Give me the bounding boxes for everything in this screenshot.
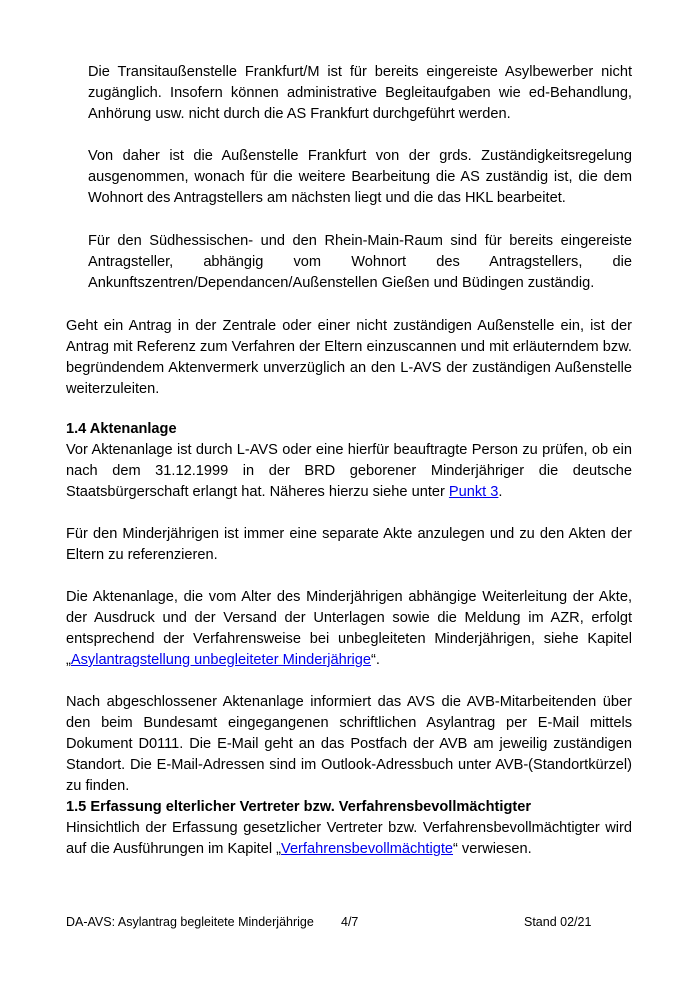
heading-1-4-aktenanlage: 1.4 Aktenanlage: [66, 421, 177, 437]
paragraph-forwarding: Geht ein Antrag in der Zentrale oder einer nicht zuständigen Außenstelle ein, ist der Antrag mit Referenz zum Verfahren der Eltern einzuscannen und mit erläuterndem bzw. begründendem Aktenvermerk unverzüglich an den L-AVS der zuständigen Außenstelle weiterzuleiten.: [66, 318, 632, 397]
paragraph-erfassung-vertreter: [66, 818, 632, 860]
text-run: “ verwiesen.: [453, 841, 532, 857]
link-asylantragstellung-unbegleiteter[interactable]: Asylantragstellung unbegleiteter Minderjährige: [70, 652, 372, 668]
text-run: “.: [371, 652, 380, 668]
footer-document-title: DA-AVS: Asylantrag begleitete Minderjährige: [66, 915, 314, 929]
paragraph-rhein-main: Für den Südhessischen- und den Rhein-Main-Raum sind für bereits eingereiste Antragsteller, abhängig vom Wohnort des Antragstellers, die Ankunftszentren/Dependancen/Außenstellen Gießen und Büdingen zuständig.: [88, 233, 632, 291]
link-punkt-3[interactable]: Punkt 3: [448, 484, 499, 500]
paragraph-aktenanlage-check: [66, 440, 632, 503]
paragraph-frankfurt-exception: Von daher ist die Außenstelle Frankfurt von der grds. Zuständigkeitsregelung ausgenommen, wonach für die weitere Bearbeitung die AS zuständig ist, die dem Wohnort des Antragstellers am nächsten liegt und die das HKL bearbeitet.: [88, 148, 632, 206]
paragraph-aktenanlage-procedure: [66, 587, 632, 671]
text-run: .: [498, 484, 503, 500]
quote-mark: „: [66, 652, 71, 668]
footer-page-number: 4/7: [341, 915, 359, 929]
text-run: Die Aktenanlage, die vom Alter des Minderjährigen abhängige Weiterleitung der Akte, der Ausdruck und der Versand der Unterlagen sowie die Meldung im AZR, erfolgt entsprechend der Verfahrensweise bei unbegleiteten Minderjährigen, siehe Kapitel: [66, 589, 632, 647]
text-run: Hinsichtlich der Erfassung gesetzlicher Vertreter bzw. Verfahrensbevollmächtigter wird auf die Ausführungen im Kapitel: [66, 820, 632, 857]
footer-version: Stand 02/21: [524, 915, 592, 929]
paragraph-separate-akte: Für den Minderjährigen ist immer eine separate Akte anzulegen und zu den Akten der Eltern zu referenzieren.: [66, 526, 632, 563]
quote-mark: „: [276, 841, 282, 857]
link-verfahrensbevollmaechtigte[interactable]: Verfahrensbevollmächtigte: [281, 841, 453, 857]
heading-1-5-erfassung: 1.5 Erfassung elterlicher Vertreter bzw. Verfahrensbevollmächtigter: [66, 799, 532, 815]
paragraph-transit-frankfurt: Die Transitaußenstelle Frankfurt/M ist für bereits eingereiste Asylbewerber nicht zugänglich. Insofern können administrative Begleitaufgaben wie ed-Behandlung, Anhörung usw. nicht durch die AS Frankfurt durchgeführt werden.: [88, 64, 632, 122]
paragraph-email-notice: Nach abgeschlossener Aktenanlage informiert das AVS die AVB-Mitarbeitenden über den beim Bundesamt eingegangenen schriftlichen Asylantrag per E-Mail mittels Dokument D0111. Die E-Mail geht an das Postfach der AVB am jeweilig zuständigen Standort. Die E-Mail-Adressen sind im Outlook-Adressbuch unter AVB-(Standortkürzel) zu finden.: [66, 694, 632, 794]
text-run: Vor Aktenanlage ist durch L-AVS oder eine hierfür beauftragte Person zu prüfen, ob ein nach dem 31.12.1999 in der BRD geborener Minderjähriger die deutsche Staatsbürgerschaft erlangt hat. Näheres hierzu siehe unter: [66, 442, 632, 500]
